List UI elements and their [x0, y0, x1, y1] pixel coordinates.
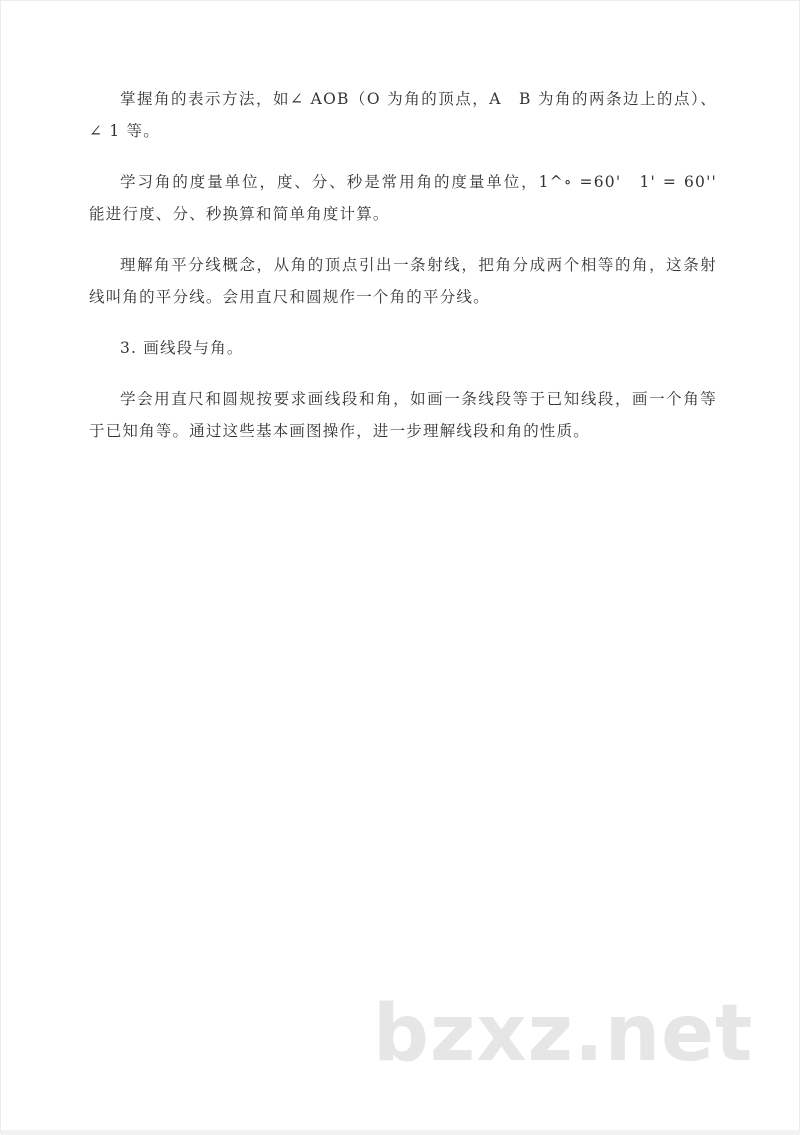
paragraph-drawing-practice: 学会用直尺和圆规按要求画线段和角，如画一条线段等于已知线段，画一个角等于已知角等。通过这些基本画图操作，进一步理解线段和角的性质。 — [89, 390, 717, 440]
paragraph-angle-notation: 掌握角的表示方法，如∠ AOB（O 为角的顶点，A B 为角的两条边上的点）、∠ 1 等。 — [89, 90, 717, 140]
document-body — [89, 83, 717, 466]
paragraph-angle-units: 学习角的度量单位，度、分、秒是常用角的度量单位，1^∘ =60' 1' = 60'' 能进行度、分、秒换算和简单角度计算。 — [89, 173, 717, 223]
watermark-logo: bzxz.net — [373, 989, 754, 1079]
section-heading-draw-segments-angles: 3. 画线段与角。 — [120, 339, 244, 357]
paragraph-angle-bisector: 理解角平分线概念，从角的顶点引出一条射线，把角分成两个相等的角，这条射线叫角的平分线。会用直尺和圆规作一个角的平分线。 — [89, 256, 717, 306]
page-bottom-edge — [1, 1130, 800, 1135]
